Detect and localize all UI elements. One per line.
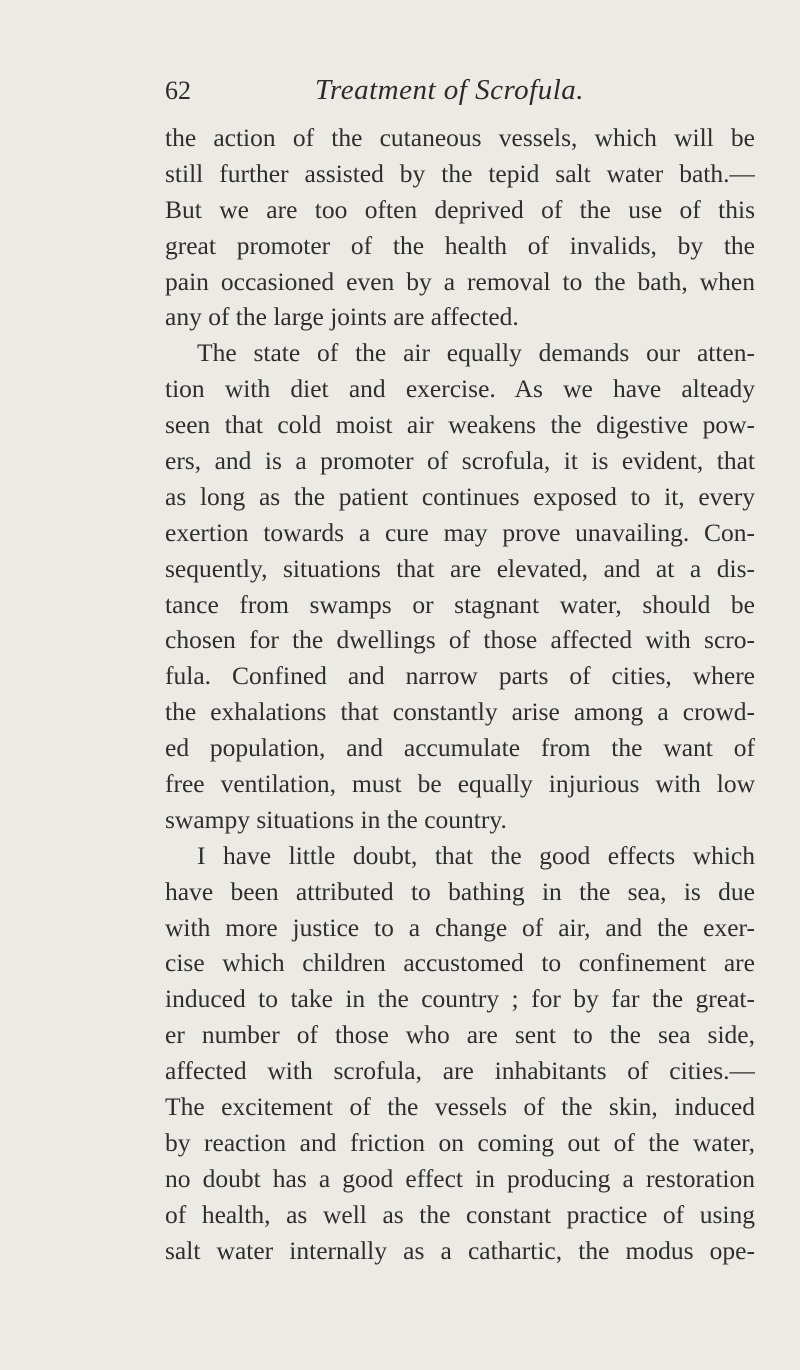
- text-line: great promoter of the health of invalids, by the: [165, 230, 755, 260]
- running-title: Treatment of Scrofula.: [315, 74, 585, 106]
- text-line: tance from swamps or stagnant water, should be: [165, 589, 755, 619]
- text-line: affected with scrofula, are inhabitants of cities.—: [165, 1056, 755, 1086]
- text-line: er number of those who are sent to the sea side,: [165, 1020, 755, 1050]
- text-line: any of the large joints are affected.: [165, 302, 519, 332]
- text-line: the action of the cutaneous vessels, which will be: [165, 123, 755, 152]
- text-line: with more justice to a change of air, and the exer-: [165, 912, 755, 942]
- text-line: ed population, and accumulate from the want of: [165, 733, 755, 763]
- text-line: induced to take in the country ; for by far the great-: [165, 984, 755, 1014]
- text-line: have been attributed to bathing in the sea, is due: [165, 876, 755, 906]
- body-text: [165, 120, 755, 1269]
- text-line: The excitement of the vessels of the skin, induced: [165, 1092, 755, 1122]
- text-line: exertion towards a cure may prove unavailing. Con-: [165, 517, 755, 547]
- text-line: fula. Confined and narrow parts of cities, where: [165, 661, 755, 691]
- text-line: of health, as well as the constant practice of using: [165, 1199, 755, 1229]
- text-line: But we are too often deprived of the use of this: [165, 194, 755, 224]
- page-header: [165, 72, 685, 112]
- text-line: The state of the air equally demands our atten-: [197, 338, 755, 368]
- text-line: chosen for the dwellings of those affected with scro-: [165, 625, 755, 655]
- text-line: the exhalations that constantly arise among a crowd-: [165, 697, 755, 727]
- text-line: still further assisted by the tepid salt water bath.—: [165, 158, 755, 188]
- text-line: ers, and is a promoter of scrofula, it is evident, that: [165, 446, 755, 476]
- text-line: cise which children accustomed to confinement are: [165, 948, 755, 978]
- text-line: free ventilation, must be equally injurious with low: [165, 769, 755, 799]
- text-line: I have little doubt, that the good effects which: [197, 840, 755, 870]
- text-line: swampy situations in the country.: [165, 804, 507, 834]
- text-line: seen that cold moist air weakens the digestive pow-: [165, 410, 755, 440]
- page-number: 62: [165, 76, 191, 105]
- text-line: tion with diet and exercise. As we have alteady: [165, 374, 755, 404]
- text-line: no doubt has a good effect in producing a restoration: [165, 1163, 755, 1193]
- text-line: salt water internally as a cathartic, the modus ope-: [165, 1235, 755, 1265]
- text-line: by reaction and friction on coming out of the water,: [165, 1127, 755, 1157]
- text-line: as long as the patient continues exposed to it, every: [165, 481, 755, 511]
- text-line: pain occasioned even by a removal to the bath, when: [165, 266, 755, 296]
- text-line: sequently, situations that are elevated, and at a dis-: [165, 553, 755, 583]
